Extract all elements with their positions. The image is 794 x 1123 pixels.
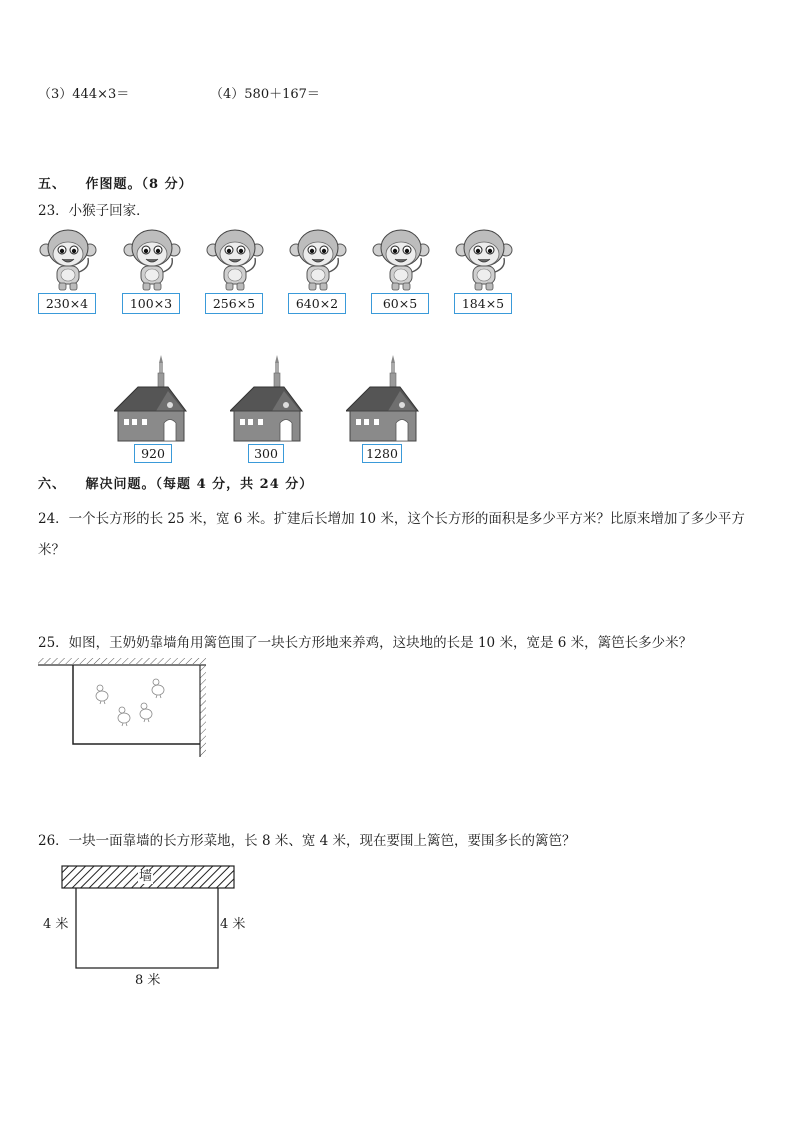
question-26-text: 26．一块一面靠墙的长方形菜地，长 8 米、宽 4 米，现在要围上篱笆，要围多长的篱笆？ (38, 833, 576, 849)
question-23-title: 23．小猴子回家． (38, 203, 150, 219)
section-6-heading (38, 473, 313, 492)
chick-icon (152, 679, 164, 698)
chick-icon (96, 685, 108, 704)
section-5-title: 作图题。（8 分） (85, 177, 193, 192)
house-number-box: 920 (134, 444, 172, 463)
plot-outline (76, 888, 218, 968)
monkey-icon (205, 228, 265, 293)
section-5-heading (38, 173, 193, 192)
chicken-pen-figure (38, 656, 218, 762)
monkey-expression-box: 230×4 (38, 293, 96, 314)
monkey-expression-box: 256×5 (205, 293, 263, 314)
section-6-number: 六、 (38, 477, 67, 492)
section-5-number: 五、 (38, 177, 67, 192)
chick-drawings (96, 679, 164, 726)
monkey-expression-box: 640×2 (288, 293, 346, 314)
monkey-expression-box: 60×5 (371, 293, 429, 314)
house-number-box: 300 (248, 444, 284, 463)
monkey-expression-box: 100×3 (122, 293, 180, 314)
house-icon (346, 355, 420, 443)
left-side-label: 4 米 (43, 917, 69, 932)
section-6-title: 解决问题。（每题 4 分，共 24 分） (85, 477, 314, 492)
question-25-text: 25．如图，王奶奶靠墙角用篱笆围了一块长方形地来养鸡，这块地的长是 10 米，宽是 6 米，篱笆长多少米？ (38, 635, 693, 651)
monkey-icon (454, 228, 514, 293)
right-wall-hatch (200, 665, 206, 757)
house-icon (114, 355, 188, 443)
calc-item-3: （3）444×3＝ (38, 87, 130, 102)
monkey-icon (288, 228, 348, 293)
monkey-icon (122, 228, 182, 293)
chick-icon (140, 703, 152, 722)
question-24-line-1: 24．一个长方形的长 25 米，宽 6 米。扩建后长增加 10 米，这个长方形的面积是多少平方米？比原来增加了多少平方 (38, 511, 745, 527)
vegetable-plot-figure (38, 862, 258, 992)
wall-label: 墙 (139, 869, 153, 884)
right-side-label: 4 米 (220, 917, 246, 932)
bottom-side-label: 8 米 (135, 973, 161, 988)
chick-icon (118, 707, 130, 726)
house-number-box: 1280 (362, 444, 402, 463)
monkey-expression-box: 184×5 (454, 293, 512, 314)
house-icon (230, 355, 304, 443)
calc-item-4: （4）580＋167＝ (210, 87, 320, 102)
monkey-icon (371, 228, 431, 293)
question-24-line-2: 米？ (38, 542, 65, 558)
monkey-icon (38, 228, 98, 293)
fence-outline (73, 665, 200, 744)
top-wall-hatch (38, 658, 206, 664)
